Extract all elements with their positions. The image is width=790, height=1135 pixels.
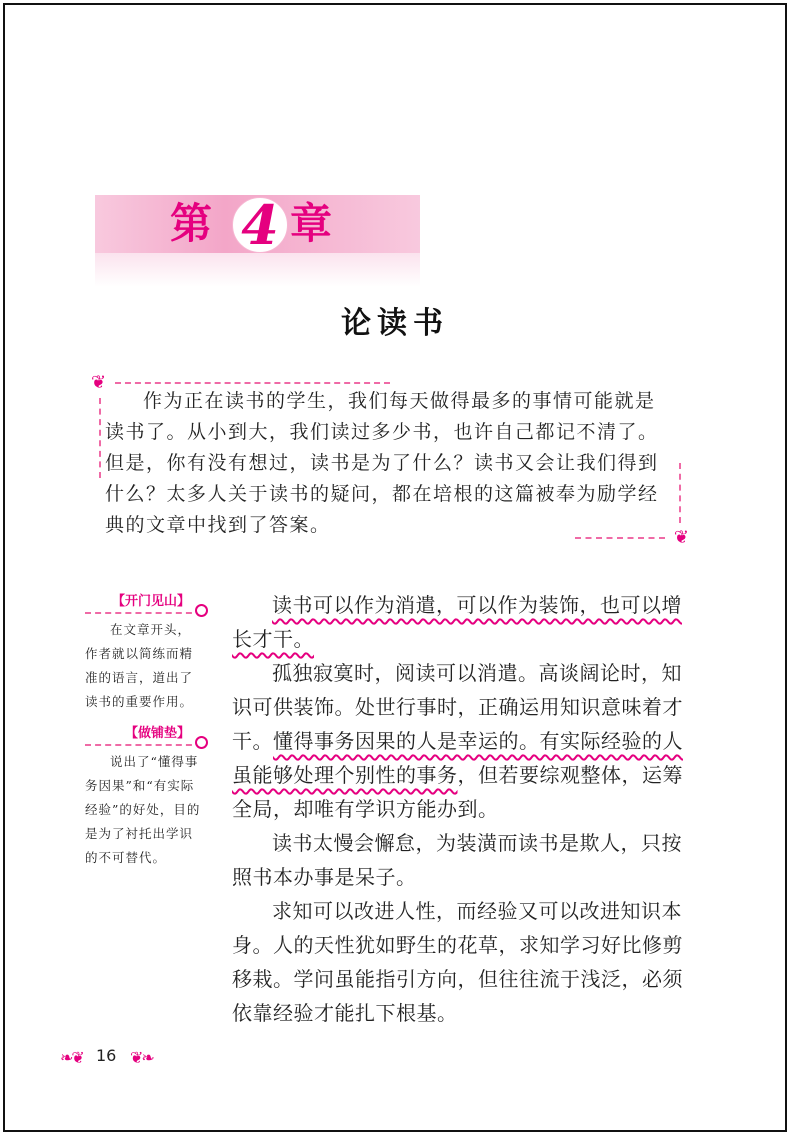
body-text [232,588,702,1030]
paragraph [232,656,702,826]
tag-dot-icon [195,736,208,749]
intro-text: 作为正在读书的学生，我们每天做得最多的事情可能就是读书了。从小到大，我们读过多少书，也许自己都记不清了。但是，你有没有想过，读书是为了什么？读书又会让我们得到什么？太多人关于读书的疑问，都在培根的这篇被奉为励学经典的文章中找到了答案。 [105,390,659,536]
paragraph: 求知可以改进人性，而经验又可以改进知识本身。人的天性犹如野生的花草，求知学习好比修剪移栽。学问虽能指引方向，但往往流于浅泛，必须依靠经验才能扎下根基。 [232,899,683,1025]
chapter-prefix: 第 [170,199,213,248]
page-number: 16 [96,1046,117,1065]
chapter-suffix: 章 [290,199,333,248]
chapter-number-badge [233,193,287,257]
note-tag-row [85,590,202,614]
footer-ornament-icon: ❧❦ [60,1048,83,1067]
note-text: 在文章开头，作者就以简练而精准的语言，道出了读书的重要作用。 [85,622,194,709]
note-tag: 【做铺垫】 [123,722,192,741]
paragraph [232,588,702,656]
intro-border-left [99,398,101,478]
corner-ornament-icon: ❦ [673,527,689,548]
footer-ornament-icon: ❦❧ [130,1048,153,1067]
intro-border-top [115,382,390,384]
chapter-title: 论读书 [341,306,449,341]
highlighted-text: 懂得事务因果的人是幸运的。有实际经验的人虽能够处理个别性的事务 [232,729,683,787]
tag-dot-icon [195,604,208,617]
side-notes [85,590,210,878]
note-tag: 【开门见山】 [110,590,192,609]
paragraph-text: ，但若要综观整体，运筹全局，却唯有学识方能办到。 [232,763,683,821]
intro-box [91,372,689,548]
chapter-banner-shadow [95,253,420,287]
paragraph-text: 孤独寂寞时，阅读可以消遣。高谈阔论时，知识可供装饰。处世行事时，正确运用知识意味着才干。 [232,661,683,753]
highlighted-text: 读书可以作为消遣，可以作为装饰，也可以增长才干。 [232,593,682,651]
intro-border-right [679,463,681,523]
note-tag-row [85,722,202,746]
paragraph: 读书太慢会懈怠，为装潢而读书是欺人，只按照书本办事是呆子。 [232,831,682,889]
corner-ornament-icon: ❦ [91,372,107,393]
chapter-number: 4 [241,193,279,257]
note-text: 说出了“懂得事务因果”和“有实际经验”的好处，目的是为了衬托出学识的不可替代。 [85,754,201,865]
